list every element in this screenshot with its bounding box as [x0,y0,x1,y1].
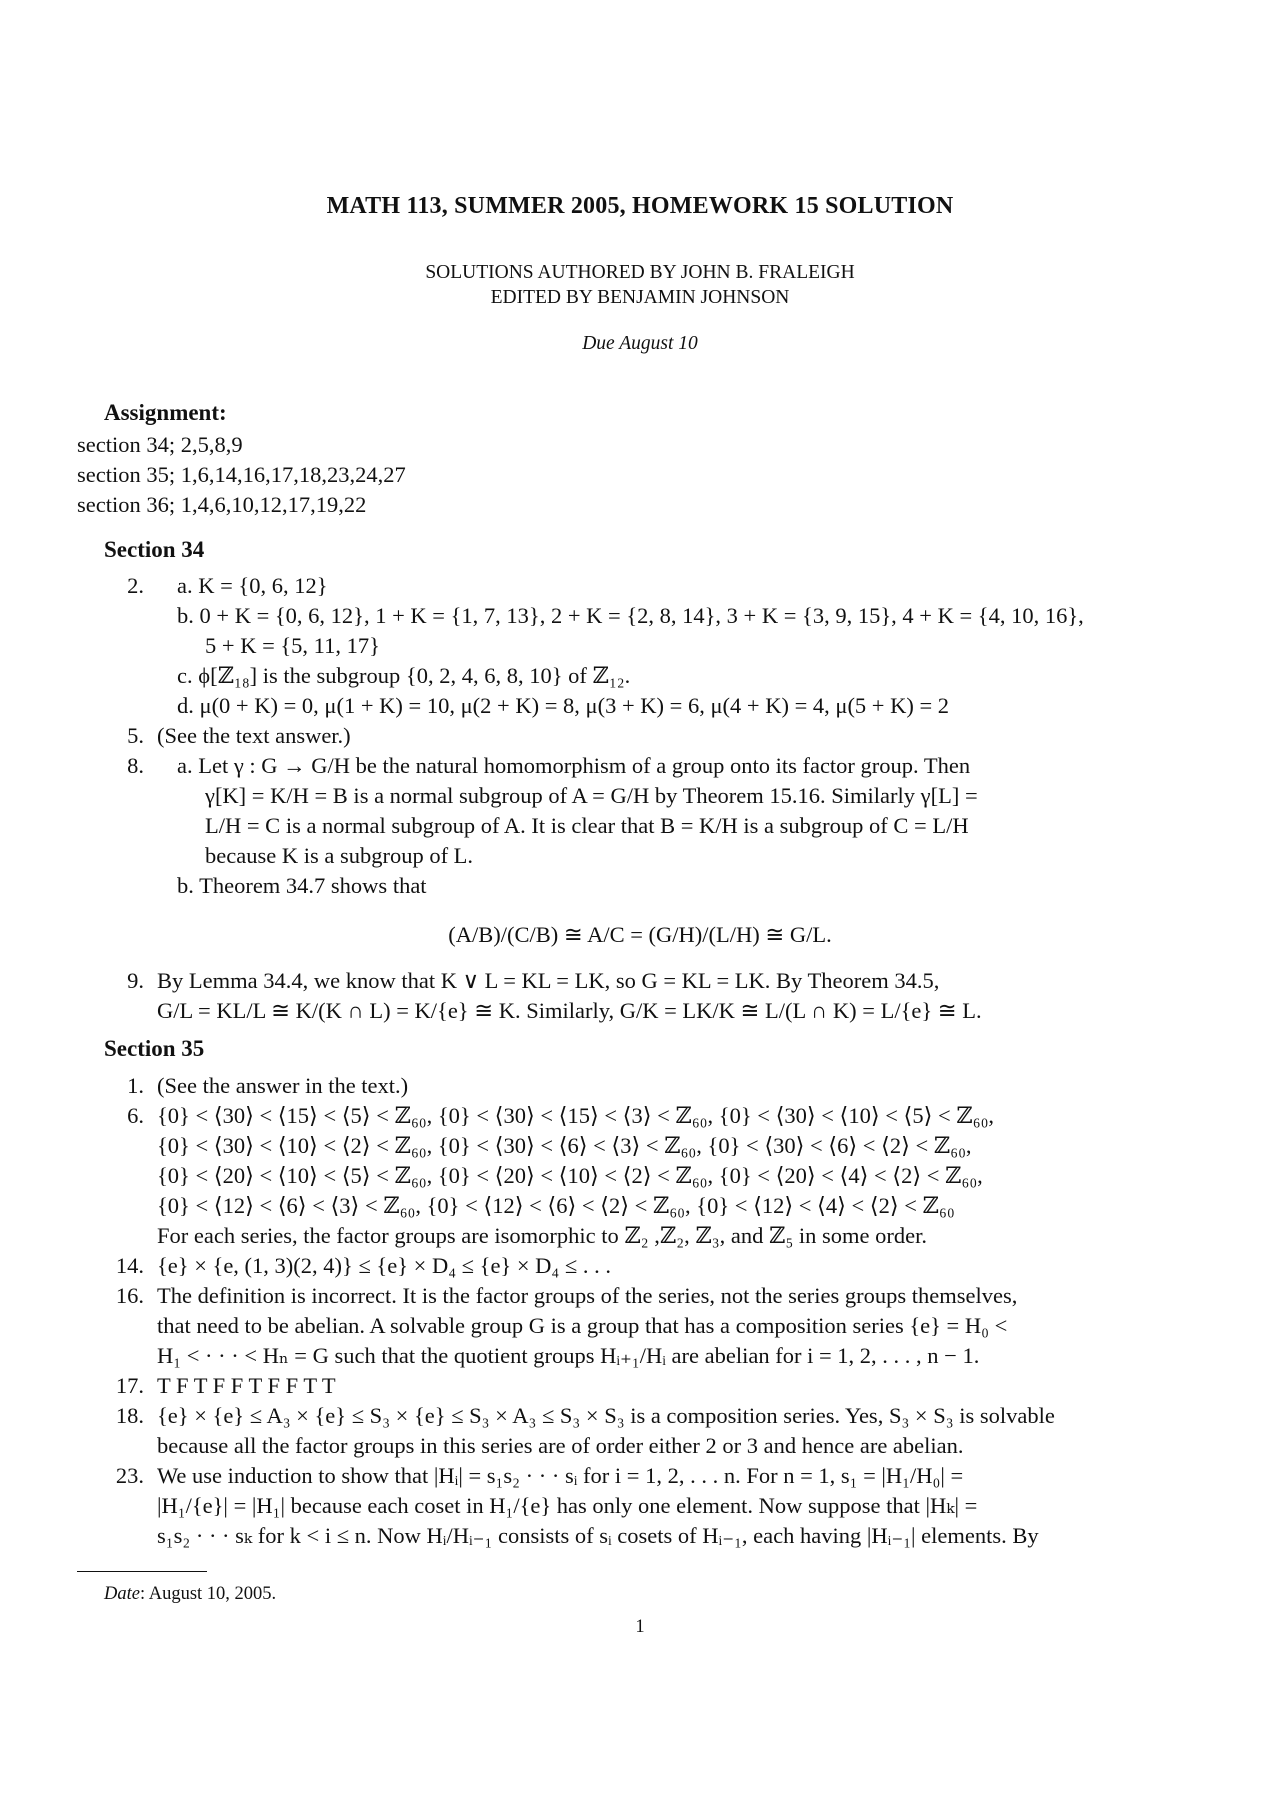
problem-6-line: For each series, the factor groups are isomorphic to ℤ₂ ,ℤ₂, ℤ₃, and ℤ₅ in some order. [157,1223,928,1248]
problem-6-line: {0} < ⟨12⟩ < ⟨6⟩ < ⟨3⟩ < ℤ₆₀, {0} < ⟨12⟩ < ⟨6⟩ < ⟨2⟩ < ℤ₆₀, {0} < ⟨12⟩ < ⟨4⟩ < ⟨2⟩ < ℤ₆₀ [157,1193,955,1218]
footnote-label: Date [104,1584,140,1604]
problem-8a-line3: L/H = C is a normal subgroup of A. It is clear that B = K/H is a subgroup of C = L/H [205,813,969,838]
authors-block [0,260,1280,310]
problem-18-line: {e} × {e} ≤ A₃ × {e} ≤ S₃ × {e} ≤ S₃ × A₃ ≤ S₃ × S₃ is a composition series. Yes, S₃ × S₃ is solvable [157,1403,1055,1428]
problem-9-line1: By Lemma 34.4, we know that K ∨ L = KL = LK, so G = KL = LK. By Theorem 34.5, [157,968,940,993]
edited-by: EDITED BY BENJAMIN JOHNSON [490,287,790,308]
problem-2b-line2: 5 + K = {5, 11, 17} [205,633,380,658]
problem-8a-line4: because K is a subgroup of L. [205,843,474,868]
footnote-text: : August 10, 2005. [139,1584,277,1604]
problem-8a-line2: γ[K] = K/H = B is a normal subgroup of A = G/H by Theorem 15.16. Similarly γ[L] = [205,783,978,808]
problem-number: 9. [127,968,144,993]
assignment-line: section 36; 1,4,6,10,12,17,19,22 [77,492,367,517]
assignment-line: section 35; 1,6,14,16,17,18,23,24,27 [77,462,406,487]
assignment-list [77,430,406,520]
assignment-line: section 34; 2,5,8,9 [77,432,243,457]
problem-18-line: because all the factor groups in this series are of order either 2 or 3 and hence are abelian. [157,1433,964,1458]
problem-6-line: {0} < ⟨20⟩ < ⟨10⟩ < ⟨5⟩ < ℤ₆₀, {0} < ⟨20⟩ < ⟨10⟩ < ⟨2⟩ < ℤ₆₀, {0} < ⟨20⟩ < ⟨4⟩ < ⟨2⟩ < ℤ₆₀, [157,1163,983,1188]
problem-number: 6. [127,1103,144,1128]
problem-17-text: T F T F F T F F T T [157,1373,336,1398]
problem-number: 17. [115,1373,144,1398]
page-number: 1 [635,1617,645,1637]
problem-6-line: {0} < ⟨30⟩ < ⟨10⟩ < ⟨2⟩ < ℤ₆₀, {0} < ⟨30⟩ < ⟨6⟩ < ⟨3⟩ < ℤ₆₀, {0} < ⟨30⟩ < ⟨6⟩ < ⟨2⟩ < ℤ₆₀, [157,1133,972,1158]
problem-16-line: The definition is incorrect. It is the factor groups of the series, not the series groups themselves, [157,1283,1018,1308]
problem-16-line: H₁ < · · · < Hₙ = G such that the quotient groups Hᵢ₊₁/Hᵢ are abelian for i = 1, 2, . . . , n − 1. [157,1343,980,1368]
problem-6-line: {0} < ⟨30⟩ < ⟨15⟩ < ⟨5⟩ < ℤ₆₀, {0} < ⟨30⟩ < ⟨15⟩ < ⟨3⟩ < ℤ₆₀, {0} < ⟨30⟩ < ⟨10⟩ < ⟨5⟩ < ℤ₆₀, [157,1103,995,1128]
problem-23-line: We use induction to show that |Hᵢ| = s₁s₂ · · · sᵢ for i = 1, 2, . . . n. For n = 1, s₁ = |H₁/H₀| = [157,1463,964,1488]
section-34-heading: Section 34 [104,537,205,562]
problem-number: 18. [115,1403,144,1428]
footnote [104,1584,276,1605]
problem-8a-line1: a. Let γ : G → G/H be the natural homomorphism of a group onto its factor group. Then [177,753,971,778]
problem-number: 16. [115,1283,144,1308]
section-35-heading: Section 35 [104,1036,205,1061]
problem-number: 2. [127,573,144,598]
problem-5-text: (See the text answer.) [157,723,351,748]
problem-number: 1. [127,1073,144,1098]
problem-16-line: that need to be abelian. A solvable group G is a group that has a composition series {e} = H₀ < [157,1313,1008,1338]
authored-by: SOLUTIONS AUTHORED BY JOHN B. FRALEIGH [425,262,855,283]
problem-2c: c. ϕ[ℤ₁₈] is the subgroup {0, 2, 4, 6, 8, 10} of ℤ₁₂. [177,663,631,688]
problem-1-text: (See the answer in the text.) [157,1073,409,1098]
footnote-rule [77,1571,207,1572]
problem-23-line: |H₁/{e}| = |H₁| because each coset in H₁/{e} has only one element. Now suppose that |Hₖ| = [157,1493,978,1518]
problem-number: 5. [127,723,144,748]
problem-number: 23. [115,1463,144,1488]
assignment-heading: Assignment: [104,400,227,425]
problem-8b: b. Theorem 34.7 shows that [177,873,427,898]
problem-number: 8. [127,753,144,778]
due-date: Due August 10 [582,333,698,354]
problem-8b-formula: (A/B)/(C/B) ≅ A/C = (G/H)/(L/H) ≅ G/L. [448,922,832,947]
problem-9-line2: G/L = KL/L ≅ K/(K ∩ L) = K/{e} ≅ K. Similarly, G/K = LK/K ≅ L/(L ∩ K) = L/{e} ≅ L. [157,998,982,1023]
problem-2a: a. K = {0, 6, 12} [177,573,328,598]
problem-2d: d. μ(0 + K) = 0, μ(1 + K) = 10, μ(2 + K) = 8, μ(3 + K) = 6, μ(4 + K) = 4, μ(5 + K) = 2 [177,693,950,718]
problem-23-line: s₁s₂ · · · sₖ for k < i ≤ n. Now Hᵢ/Hᵢ₋₁ consists of sᵢ cosets of Hᵢ₋₁, each having |Hᵢ₋₁| elements. By [157,1523,1039,1548]
document-title: MATH 113, SUMMER 2005, HOMEWORK 15 SOLUTION [326,193,954,219]
problem-number: 14. [115,1253,144,1278]
problem-14-text: {e} × {e, (1, 3)(2, 4)} ≤ {e} × D₄ ≤ {e} × D₄ ≤ . . . [157,1253,611,1278]
problem-2b-line1: b. 0 + K = {0, 6, 12}, 1 + K = {1, 7, 13}, 2 + K = {2, 8, 14}, 3 + K = {3, 9, 15}, 4 + K = {4, 10, 16}, [177,603,1084,628]
